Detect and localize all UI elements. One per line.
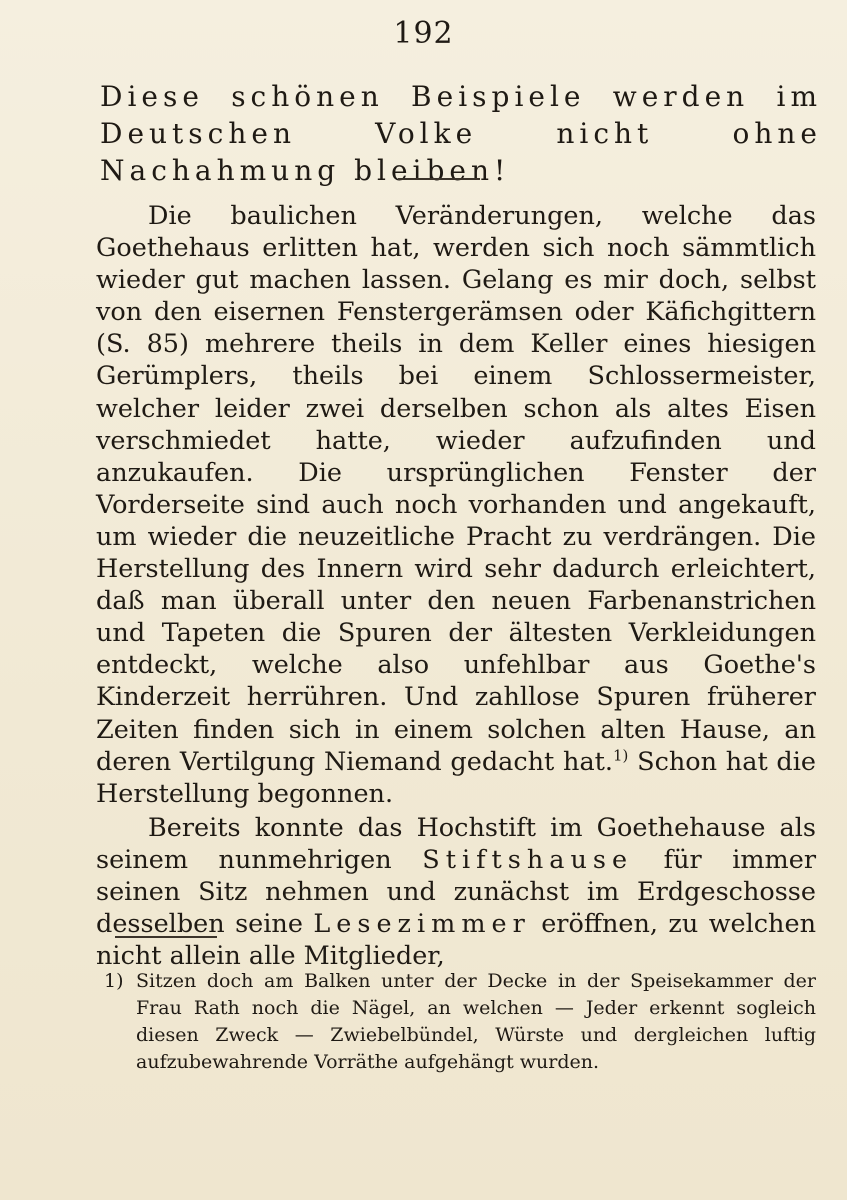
footnote-divider <box>115 936 217 938</box>
footnote-reference[interactable]: 1) <box>613 746 629 765</box>
paragraph-hochstift-after: eröffnen, zu welchen nicht allein alle Mitglieder, <box>96 909 816 972</box>
paragraph-hochstift <box>96 812 816 972</box>
paragraph-restoration-end: Schon hat die Herstellung begonnen. <box>96 746 816 809</box>
footnote <box>104 968 816 1076</box>
paragraph-hochstift-before: Bereits konnte das Hochstift im Goethehause als seinem nunmehrigen <box>96 812 816 875</box>
section-divider <box>398 178 480 180</box>
paragraph-restoration-text: Die baulichen Veränderungen, welche das Goethehaus erlitten hat, werden sich noch sämmtlich wieder gut machen lassen. Gelang es mir doch, selbst von den eisernen Fenstergerämsen oder Käfichgittern (S. 85) mehrere theils in dem Keller eines hiesigen Gerümplers, theils bei einem Schlossermeister, welcher leider zwei derselben schon als altes Eisen verschmiedet hatte, wieder aufzufinden und anzukaufen. Die ursprünglichen Fenster der Vorderseite sind auch noch vorhanden und angekauft, um wieder die neuzeitliche Pracht zu verdrängen. Die Herstellung des Innern wird sehr dadurch erleichtert, daß man überall unter den neuen Farbenanstrichen und Tapeten die Spuren der ältesten Verkleidungen entdeckt, welche also unfehlbar aus Goethe's Kinderzeit herrühren. Und zahllose Spuren früherer Zeiten finden sich in einem solchen alten Hause, an deren Vertilgung Niemand gedacht hat. <box>96 201 816 777</box>
intro-sentence: Diese schönen Beispiele werden im Deutschen Volke nicht ohne Nachahmung bleiben! <box>100 80 822 187</box>
spaced-word-stiftshause: Stiftshause <box>422 844 634 875</box>
page-number: 192 <box>393 16 454 51</box>
paragraph-restoration <box>96 200 816 810</box>
main-text <box>96 200 816 972</box>
paragraph-hochstift-middle: für immer seinen Sitz nehmen und zunächst im Erdgeschosse desselben seine <box>96 844 817 940</box>
footnote-text: Sitzen doch am Balken unter der Decke in der Speisekammer der Frau Rath noch die Nägel, an welchen — Jeder erkennt sogleich diesen Zweck — Zwiebelbündel, Würste und dergleichen luftig aufzubewahrende Vorräthe aufgehängt wurden. <box>136 970 816 1073</box>
spaced-word-lesezimmer: Lesezimmer <box>313 909 531 940</box>
footnote-marker: 1) <box>104 970 124 992</box>
